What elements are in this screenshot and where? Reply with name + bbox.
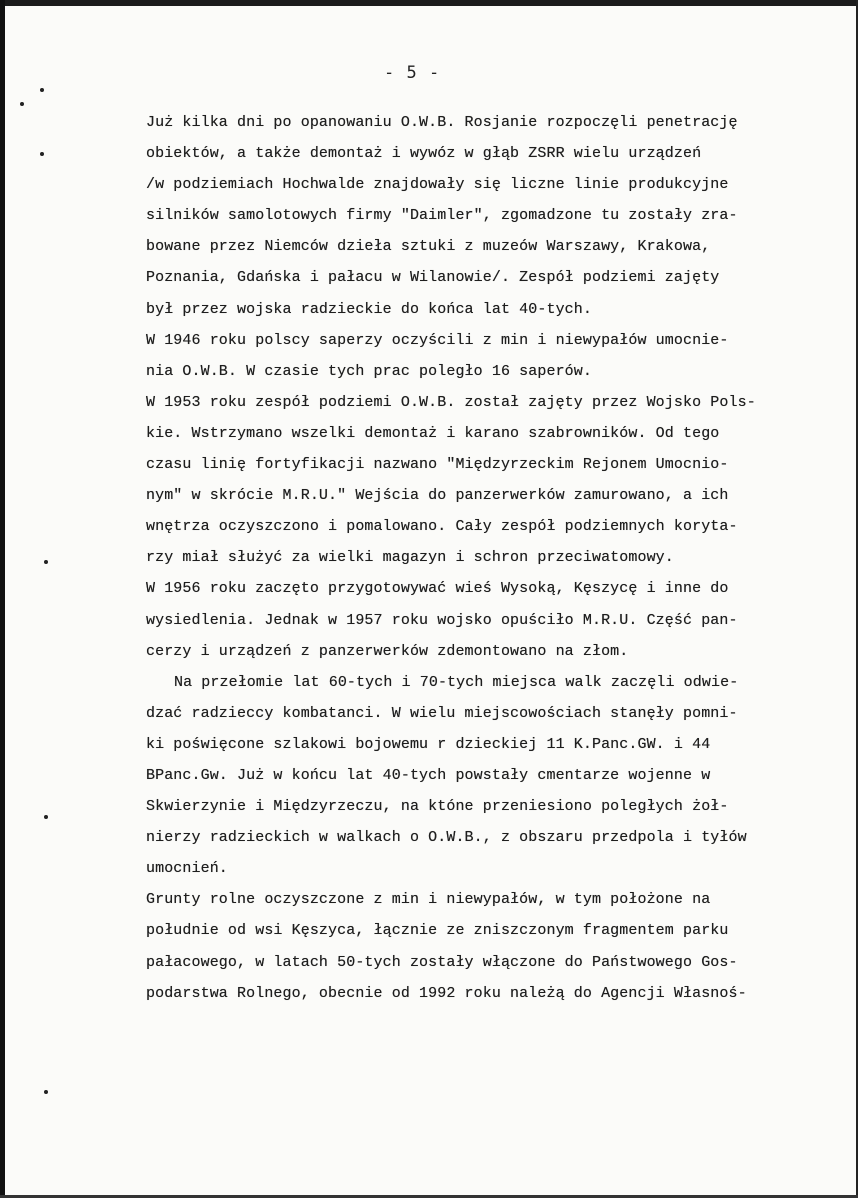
scan-speck — [44, 560, 48, 564]
text-line: bowane przez Niemców dzieła sztuki z muzeów Warszawy, Krakowa, — [146, 238, 711, 256]
text-line: czasu linię fortyfikacji nazwano "Międzyrzeckim Rejonem Umocnio- — [146, 456, 729, 474]
scan-speck — [44, 1090, 48, 1094]
scan-speck — [44, 815, 48, 819]
text-line: rzy miał służyć za wielki magazyn i schron przeciwatomowy. — [146, 549, 674, 567]
text-line: nierzy radzieckich w walkach o O.W.B., z obszaru przedpola i tyłów — [146, 829, 747, 847]
page-number: - 5 - — [384, 63, 441, 83]
text-line: /w podziemiach Hochwalde znajdowały się liczne linie produkcyjne — [146, 176, 729, 194]
text-line: Grunty rolne oczyszczone z min i niewypałów, w tym położone na — [146, 891, 711, 909]
text-line: wnętrza oczyszczono i pomalowano. Cały zespół podziemnych koryta- — [146, 518, 738, 536]
text-line: wysiedlenia. Jednak w 1957 roku wojsko opuściło M.R.U. Część pan- — [146, 611, 738, 629]
text-line: Skwierzynie i Międzyrzeczu, na któne przeniesiono poległych żoł- — [146, 798, 729, 816]
text-line: cerzy i urządzeń z panzerwerków zdemontowano na złom. — [146, 642, 629, 660]
text-line: Poznania, Gdańska i pałacu w Wilanowie/. Zespół podziemi zajęty — [146, 269, 720, 287]
scan-speck — [40, 152, 44, 156]
text-line: W 1953 roku zespół podziemi O.W.B. został zajęty przez Wojsko Pols- — [146, 393, 756, 411]
scan-speck — [40, 88, 44, 92]
scan-edge-left — [0, 0, 5, 1198]
text-line: obiektów, a także demontaż i wywóz w głąb ZSRR wielu urządzeń — [146, 145, 702, 163]
text-line: silników samolotowych firmy "Daimler", zgomadzone tu zostały zra- — [146, 207, 738, 225]
text-line: południe od wsi Kęszyca, łącznie ze zniszczonym fragmentem parku — [146, 922, 729, 940]
text-line: BPanc.Gw. Już w końcu lat 40-tych powstały cmentarze wojenne w — [146, 766, 711, 784]
text-line: W 1946 roku polscy saperzy oczyścili z min i niewypałów umocnie- — [146, 331, 729, 349]
text-line: podarstwa Rolnego, obecnie od 1992 roku należą do Agencji Własnoś- — [146, 984, 747, 1002]
body-text — [146, 107, 846, 1009]
text-line: umocnień. — [146, 860, 228, 878]
text-line: pałacowego, w latach 50-tych zostały włączone do Państwowego Gos- — [146, 953, 738, 971]
text-line: Na przełomie lat 60-tych i 70-tych miejsca walk zaczęli odwie- — [174, 673, 739, 691]
text-line: był przez wojska radzieckie do końca lat 40-tych. — [146, 300, 592, 318]
text-line: W 1956 roku zaczęto przygotowywać wieś Wysoką, Kęszycę i inne do — [146, 580, 729, 598]
text-line: Już kilka dni po opanowaniu O.W.B. Rosjanie rozpoczęli penetrację — [146, 114, 738, 131]
text-line: nym" w skrócie M.R.U." Wejścia do panzerwerków zamurowano, a ich — [146, 487, 729, 505]
scan-edge-top — [0, 0, 858, 6]
text-line: nia O.W.B. W czasie tych prac poległo 16 saperów. — [146, 362, 592, 380]
text-line: kie. Wstrzymano wszelki demontaż i karano szabrowników. Od tego — [146, 424, 720, 442]
text-line: ki poświęcone szlakowi bojowemu r dzieckiej 11 K.Panc.GW. i 44 — [146, 735, 711, 753]
text-line: dzać radzieccy kombatanci. W wielu miejscowościach stanęły pomni- — [146, 704, 738, 722]
scan-speck — [20, 102, 24, 106]
